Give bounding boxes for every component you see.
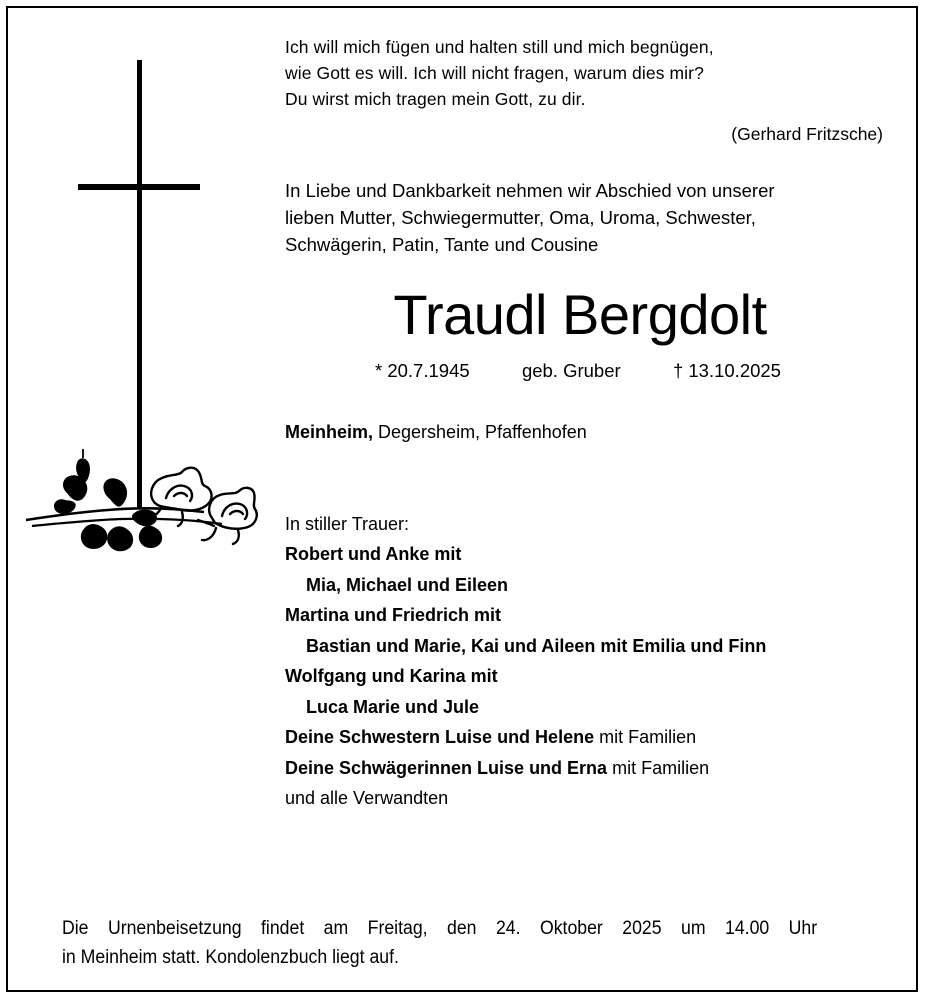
cross-icon-bar bbox=[78, 184, 200, 190]
death-date: † 13.10.2025 bbox=[672, 360, 781, 381]
mourner-name: Deine Schwestern Luise und Helene bbox=[285, 727, 595, 747]
mourner-name: Luca Marie und Jule bbox=[306, 696, 480, 717]
poem-block bbox=[285, 34, 885, 112]
rose-branch-icon bbox=[22, 446, 260, 558]
mourners-intro: In stiller Trauer: bbox=[285, 514, 410, 534]
funeral-line-2: in Meinheim statt. Kondolenzbuch liegt auf. bbox=[62, 947, 399, 968]
funeral-details bbox=[62, 914, 817, 972]
mourner-suffix: mit Familien bbox=[594, 727, 697, 747]
mourner-entry bbox=[285, 570, 885, 601]
mourner-name: Robert und Anke mit bbox=[285, 544, 462, 564]
mourner-suffix: mit Familien bbox=[607, 757, 710, 778]
cross-icon-stem bbox=[137, 60, 142, 508]
mourner-entry bbox=[285, 783, 885, 814]
mourner-entry bbox=[285, 631, 885, 662]
mourner-entry bbox=[285, 722, 885, 753]
home-town: Meinheim, bbox=[285, 422, 374, 442]
funeral-line-1: Die Urnenbeisetzung findet am Freitag, den 24. Oktober 2025 um 14.00 Uhr bbox=[62, 918, 818, 939]
dedication-line: lieben Mutter, Schwiegermutter, Oma, Uroma, Schwester, bbox=[285, 207, 756, 228]
mourner-name: Bastian und Marie, Kai und Aileen mit Emilia und Finn bbox=[306, 635, 767, 656]
mourner-name: Martina und Friedrich mit bbox=[285, 605, 502, 625]
poem-line: wie Gott es will. Ich will nicht fragen, warum dies mir? bbox=[285, 63, 704, 83]
emblem-illustration bbox=[8, 8, 268, 568]
mourner-entry bbox=[285, 692, 885, 723]
mourner-entry bbox=[285, 600, 885, 631]
dedication-block bbox=[285, 177, 885, 258]
deceased-name: Traudl Bergdolt bbox=[393, 283, 767, 346]
mourners-list bbox=[285, 539, 885, 814]
mourner-name: Wolfgang und Karina mit bbox=[285, 666, 498, 686]
obituary-notice bbox=[6, 6, 918, 992]
mourner-entry bbox=[285, 753, 885, 784]
mourner-name: Mia, Michael und Eileen bbox=[306, 574, 509, 595]
poem-line: Ich will mich fügen und halten still und mich begnügen, bbox=[285, 37, 714, 57]
dedication-line: Schwägerin, Patin, Tante und Cousine bbox=[285, 234, 599, 255]
life-dates bbox=[285, 360, 885, 382]
maiden-name: geb. Gruber bbox=[521, 360, 621, 381]
mourner-name: Deine Schwägerinnen Luise und Erna bbox=[285, 757, 608, 778]
poem-author: (Gerhard Fritzsche) bbox=[731, 124, 883, 144]
birth-date: * 20.7.1945 bbox=[375, 360, 470, 381]
other-towns: Degersheim, Pfaffenhofen bbox=[373, 422, 587, 442]
mourner-entry bbox=[285, 661, 885, 692]
mourner-name: und alle Verwandten bbox=[285, 788, 449, 808]
mourner-entry bbox=[285, 539, 885, 570]
notice-text-column bbox=[285, 8, 885, 814]
dedication-line: In Liebe und Dankbarkeit nehmen wir Abschied von unserer bbox=[285, 180, 775, 201]
places-line bbox=[285, 422, 885, 443]
poem-line: Du wirst mich tragen mein Gott, zu dir. bbox=[285, 89, 586, 109]
